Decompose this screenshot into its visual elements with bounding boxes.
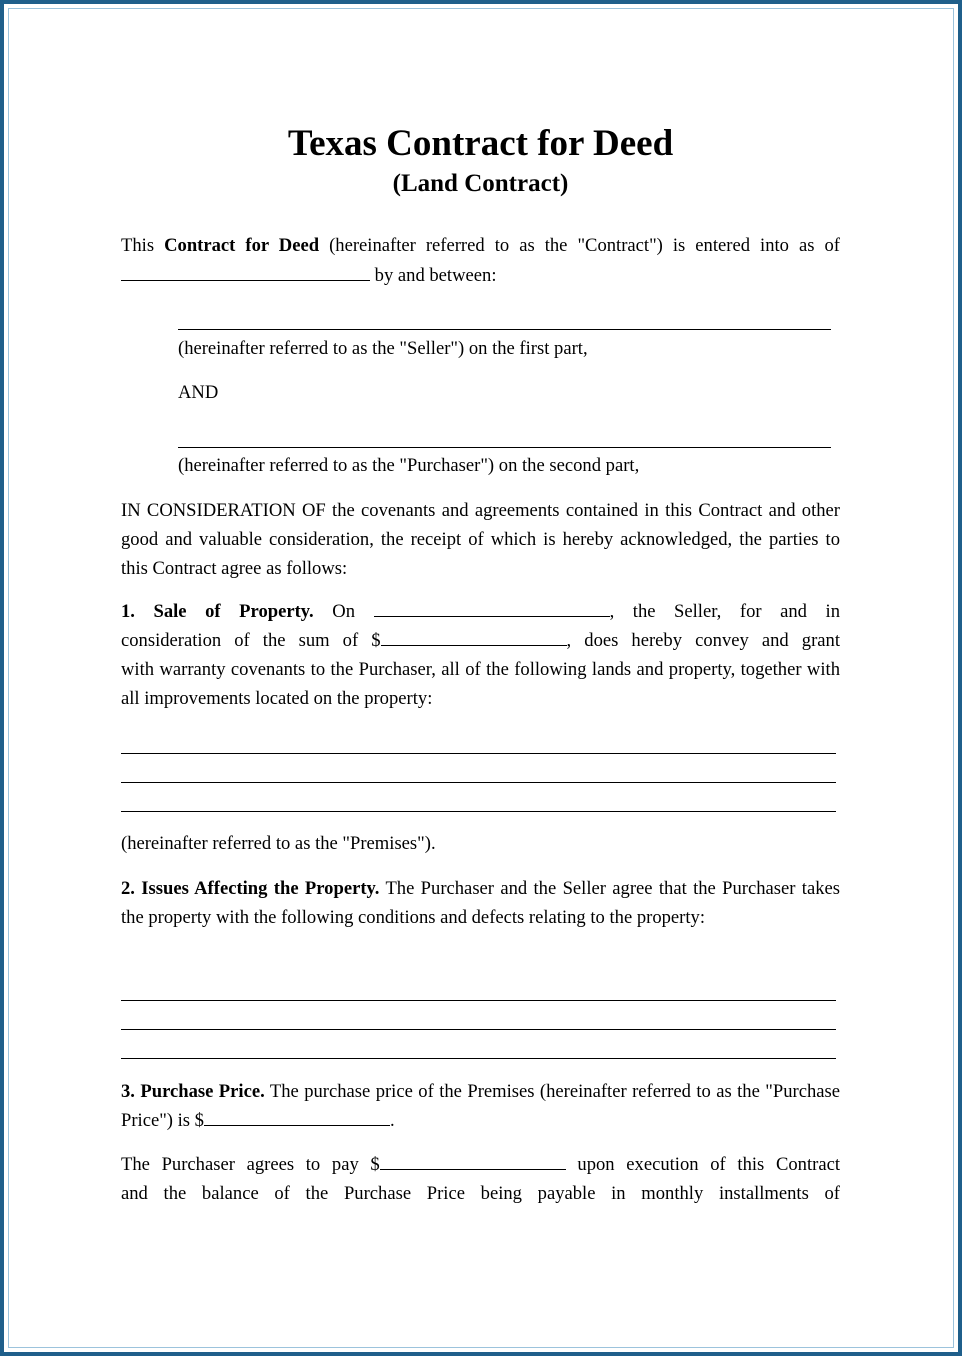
document-subtitle: (Land Contract)	[392, 170, 569, 197]
section1-heading: 1. Sale of Property.	[121, 601, 314, 622]
down-payment-blank[interactable]	[380, 1152, 566, 1170]
contract-date-blank[interactable]	[121, 263, 370, 281]
section3-paragraph: 3. Purchase Price. The purchase price of the Premises (hereinafter referred to as the "Purchase Price") is $ .	[121, 1081, 841, 1131]
section3-heading: 3. Purchase Price.	[121, 1081, 265, 1102]
purchaser-label: (hereinafter referred to as the "Purchaser") on the second part,	[178, 455, 640, 476]
intro-line-2: by and between:	[121, 262, 840, 291]
consideration-paragraph: IN CONSIDERATION OF the covenants and agreements contained in this Contract and other good and valuable consideration, the receipt of which is hereby acknowledged, the parties to this Contract agree as follows:	[121, 500, 840, 579]
purchase-price-blank[interactable]	[204, 1108, 390, 1126]
section2-heading: 2. Issues Affecting the Property.	[121, 878, 380, 899]
seller-name-blank[interactable]	[178, 329, 831, 330]
premises-label: (hereinafter referred to as the "Premises").	[121, 833, 436, 854]
section1-line-1: 1. Sale of Property. On , the Seller, for and in	[121, 601, 840, 622]
purchaser-name-blank[interactable]	[178, 447, 831, 448]
property-issues-blank-3[interactable]	[121, 1058, 836, 1059]
sale-date-blank[interactable]	[374, 599, 610, 617]
property-description-blank-3[interactable]	[121, 811, 836, 812]
document-title: Texas Contract for Deed	[287, 123, 674, 164]
contract-for-deed-bold: Contract for Deed	[164, 235, 320, 256]
payment-line-1: The Purchaser agrees to pay $ upon execution of this Contract	[121, 1154, 840, 1175]
intro-line-1: This Contract for Deed (hereinafter referred to as the "Contract") is entered into as of	[121, 235, 840, 256]
section1-rest: with warranty covenants to the Purchaser, all of the following lands and property, together with all improvements located on the property:	[121, 659, 840, 709]
seller-label: (hereinafter referred to as the "Seller") on the first part,	[178, 338, 588, 359]
property-description-blank-2[interactable]	[121, 782, 836, 783]
payment-line-2: and the balance of the Purchase Price being payable in monthly installments of	[121, 1183, 840, 1204]
consideration-amount-blank[interactable]	[381, 628, 567, 646]
section2-paragraph: 2. Issues Affecting the Property. The Purchaser and the Seller agree that the Purchaser takes the property with the following conditions and defects relating to the property:	[121, 878, 840, 928]
property-description-blank-1[interactable]	[121, 753, 836, 754]
section1-line-2: consideration of the sum of $ , does hereby convey and grant	[121, 630, 840, 651]
property-issues-blank-1[interactable]	[121, 1000, 836, 1001]
property-issues-blank-2[interactable]	[121, 1029, 836, 1030]
and-label: AND	[178, 382, 219, 403]
